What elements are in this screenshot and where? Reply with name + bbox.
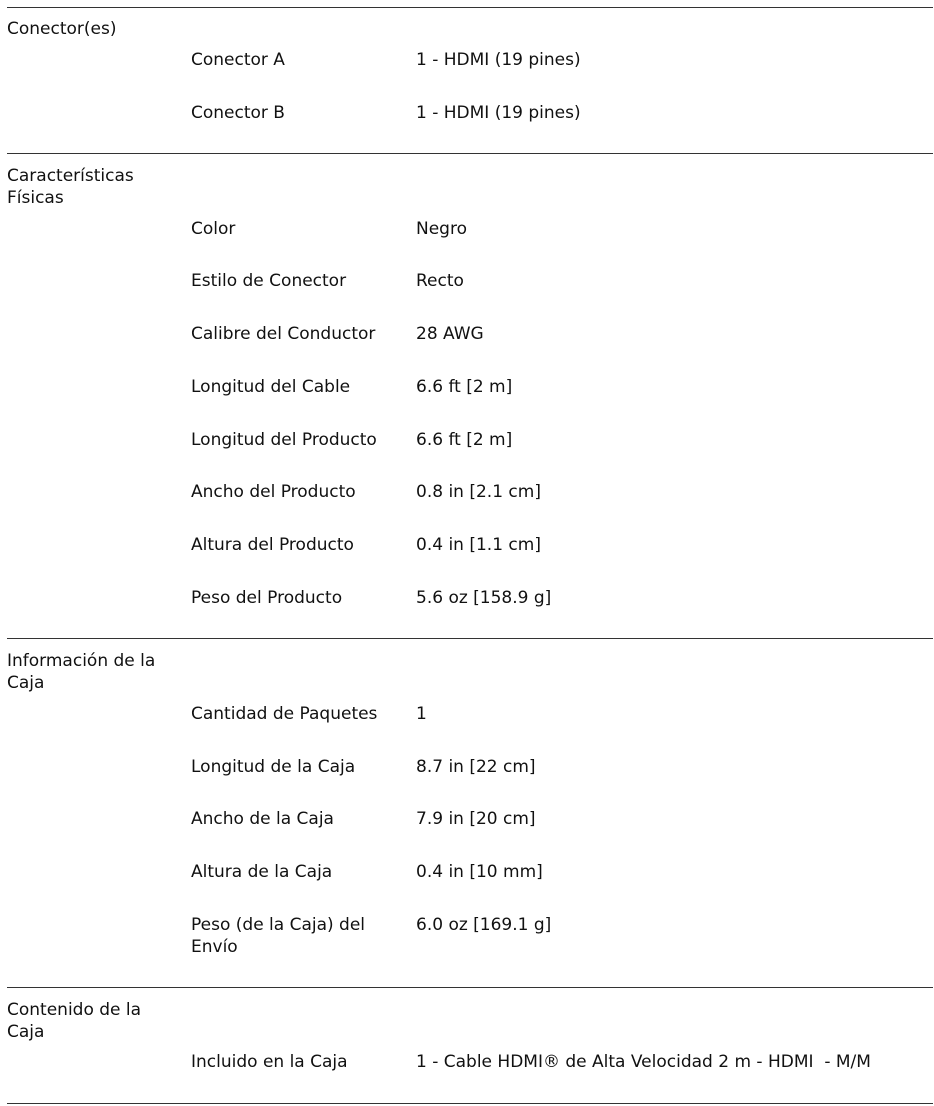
spec-value: 8.7 in [22 cm]: [416, 757, 536, 777]
spec-label: Estilo de Conector: [191, 271, 347, 291]
spec-label: Conector A: [191, 50, 285, 70]
section-divider: [7, 153, 933, 154]
section-divider: [7, 638, 933, 639]
section-divider: [7, 987, 933, 988]
spec-label: Calibre del Conductor: [191, 324, 376, 344]
spec-label: Altura del Producto: [191, 535, 354, 555]
section-title: Características Físicas: [7, 166, 134, 208]
section-divider: [7, 1103, 933, 1104]
spec-value: 1 - Cable HDMI® de Alta Velocidad 2 m - HDMI - M/M: [416, 1052, 871, 1072]
spec-label: Longitud de la Caja: [191, 757, 356, 777]
spec-value: 1 - HDMI (19 pines): [416, 103, 581, 123]
spec-value: 0.4 in [10 mm]: [416, 862, 543, 882]
section-divider: [7, 7, 933, 8]
spec-value: 7.9 in [20 cm]: [416, 809, 536, 829]
spec-value: 5.6 oz [158.9 g]: [416, 588, 552, 608]
spec-label: Longitud del Cable: [191, 377, 351, 397]
section-title: Conector(es): [7, 19, 117, 39]
spec-label: Color: [191, 219, 236, 239]
spec-value: 0.4 in [1.1 cm]: [416, 535, 541, 555]
section-title: Información de la Caja: [7, 651, 156, 693]
spec-label: Incluido en la Caja: [191, 1052, 348, 1072]
spec-value: 0.8 in [2.1 cm]: [416, 482, 541, 502]
spec-value: 1 - HDMI (19 pines): [416, 50, 581, 70]
spec-label: Altura de la Caja: [191, 862, 333, 882]
spec-label: Ancho del Producto: [191, 482, 356, 502]
spec-value: 6.6 ft [2 m]: [416, 377, 513, 397]
spec-value: 6.0 oz [169.1 g]: [416, 915, 552, 935]
spec-label: Longitud del Producto: [191, 430, 377, 450]
spec-value: 28 AWG: [416, 324, 484, 344]
spec-label: Conector B: [191, 103, 285, 123]
spec-value: Negro: [416, 219, 467, 239]
spec-value: 1: [416, 704, 427, 724]
spec-value: Recto: [416, 271, 464, 291]
spec-label: Cantidad de Paquetes: [191, 704, 378, 724]
spec-label: Ancho de la Caja: [191, 809, 334, 829]
section-title: Contenido de la Caja: [7, 1000, 142, 1042]
spec-value: 6.6 ft [2 m]: [416, 430, 513, 450]
spec-label: Peso (de la Caja) del Envío: [191, 915, 366, 957]
spec-label: Peso del Producto: [191, 588, 343, 608]
